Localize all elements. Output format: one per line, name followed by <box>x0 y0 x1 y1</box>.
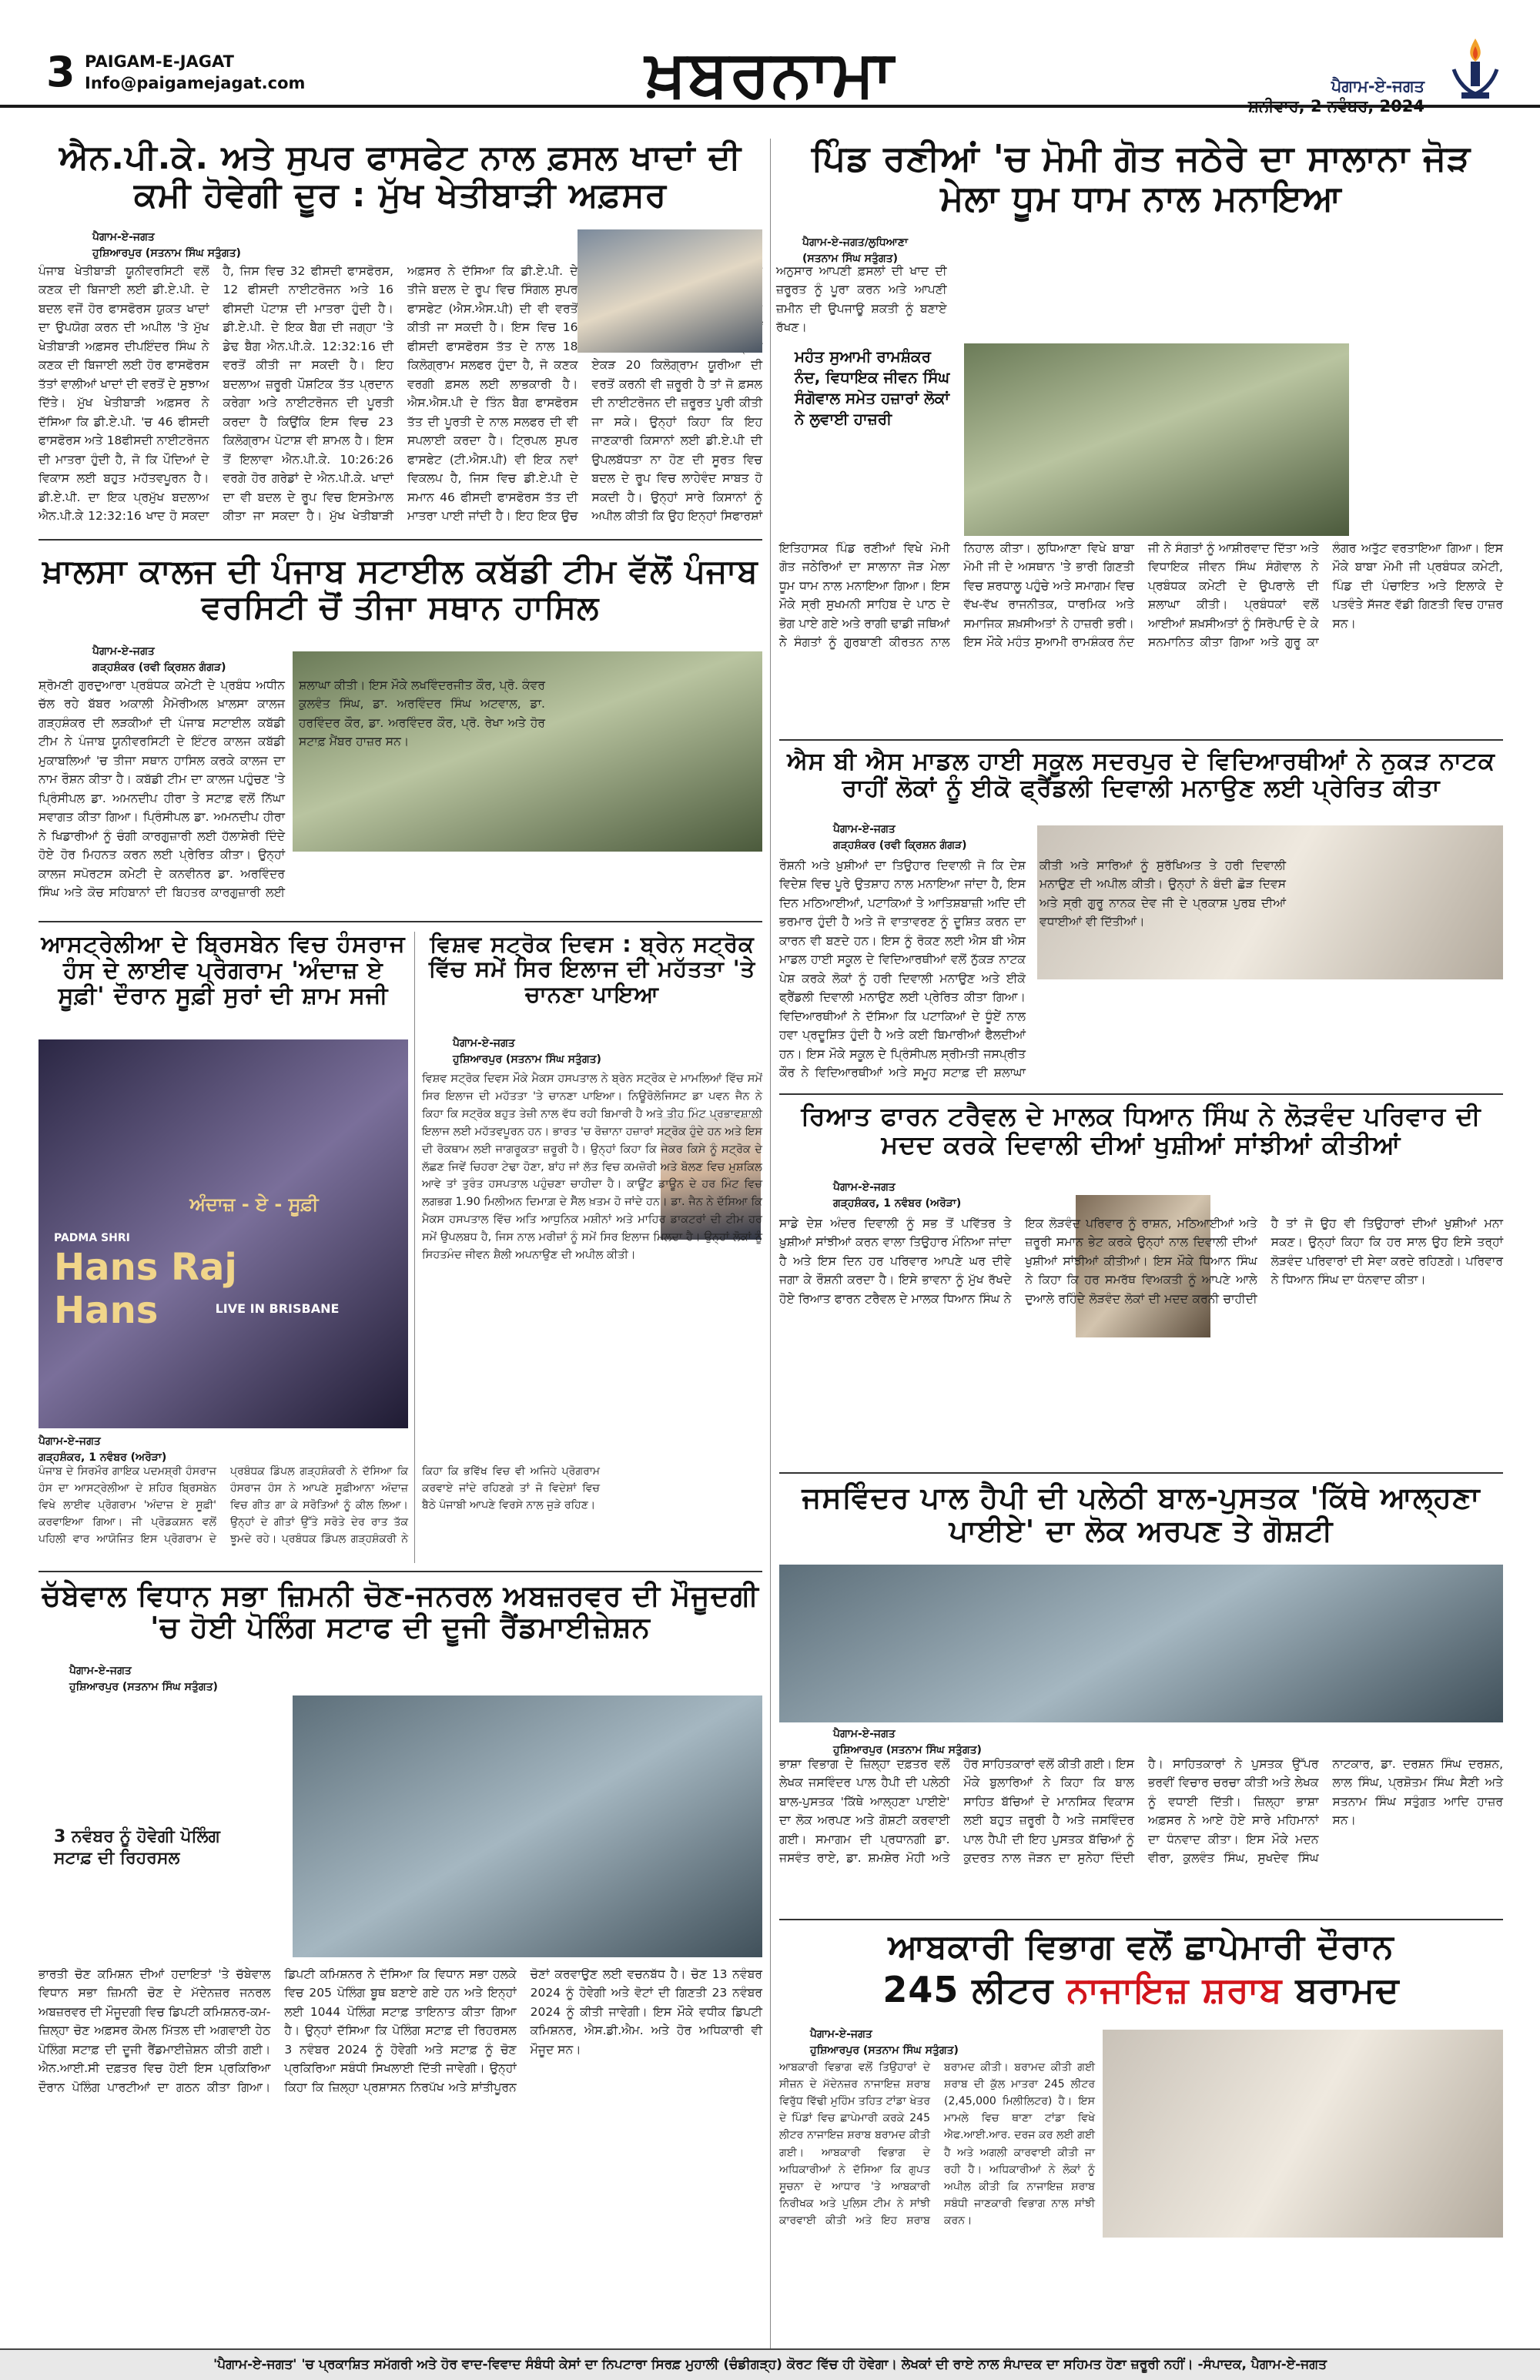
headline-line-1: ਆਬਕਾਰੀ ਵਿਭਾਗ ਵਲੋਂ ਛਾਪੇਮਾਰੀ ਦੌਰਾਨ <box>888 1927 1394 1967</box>
column-divider <box>414 932 415 1563</box>
poster-subtitle: ਅੰਦਾਜ਼ - ਏ - ਸੂਫ਼ੀ <box>189 1193 319 1215</box>
concert-poster <box>38 1039 408 1428</box>
headline-highlight: ਨਾਜਾਇਜ਼ ਸ਼ਰਾਬ <box>1066 1969 1283 2011</box>
byline: ਪੈਗਾਮ-ਏ-ਜਗਤ ਹੁਸ਼ਿਆਰਪੁਰ (ਸਤਨਾਮ ਸਿੰਘ ਸਤੁੰਗਤ) <box>92 231 241 259</box>
row-divider <box>779 1919 1503 1920</box>
story-excise <box>779 1928 1503 2342</box>
headline: ਰਿਆਤ ਫਾਰਨ ਟਰੈਵਲ ਦੇ ਮਾਲਕ ਧਿਆਨ ਸਿੰਘ ਨੇ ਲੋੜਵੰਦ ਪਰਿਵਾਰ ਦੀ ਮਦਦ ਕਰਕੇ ਦਿਵਾਲੀ ਦੀਆਂ ਖੁਸ਼ੀਆਂ ਸਾਂਝੀਆਂ ਕੀਤੀਆਂ <box>801 1101 1481 1160</box>
poster-small: PADMA SHRI <box>54 1232 130 1244</box>
article-body: ਸਾਡੇ ਦੇਸ਼ ਅੰਦਰ ਦਿਵਾਲੀ ਨੂੰ ਸਭ ਤੋਂ ਪਵਿੱਤਰ ਤੇ ਖ਼ੁਸ਼ੀਆਂ ਸਾਂਝੀਆਂ ਕਰਨ ਵਾਲਾ ਤਿਉਹਾਰ ਮੰਨਿਆ ਜਾਂਦਾ ਹੈ ਅਤੇ ਇਸ ਦਿਨ ਹਰ ਪਰਿਵਾਰ ਆਪਣੇ ਘਰ ਦੀਵੇ ਜਗਾ ਕੇ ਰੌਸ਼ਨੀ ਕਰਦਾ ਹੈ। ਇਸੇ ਭਾਵਨਾ ਨੂੰ ਮੁੱਖ ਰੱਖਦੇ ਹੋਏ ਰਿਆਤ ਫਾਰਨ ਟਰੈਵਲ ਦੇ ਮਾਲਕ ਧਿਆਨ ਸਿੰਘ ਨੇ ਇਕ ਲੋੜਵੰਦ ਪਰਿਵਾਰ ਨੂੰ ਰਾਸ਼ਨ, ਮਠਿਆਈਆਂ ਅਤੇ ਜ਼ਰੂਰੀ ਸਮਾਨ ਭੇਟ ਕਰਕੇ ਉਨ੍ਹਾਂ ਨਾਲ ਦਿਵਾਲੀ ਦੀਆਂ ਖੁਸ਼ੀਆਂ ਸਾਂਝੀਆਂ ਕੀਤੀਆਂ। ਇਸ ਮੌਕੇ ਧਿਆਨ ਸਿੰਘ ਨੇ ਕਿਹਾ ਕਿ ਹਰ ਸਮਰੱਥ ਵਿਅਕਤੀ ਨੂੰ ਆਪਣੇ ਆਲੇ ਦੁਆਲੇ ਰਹਿੰਦੇ ਲੋੜਵੰਦ ਲੋਕਾਂ ਦੀ ਮਦਦ ਕਰਨੀ ਚਾਹੀਦੀ ਹੈ ਤਾਂ ਜੋ ਉਹ ਵੀ ਤਿਉਹਾਰਾਂ ਦੀਆਂ ਖੁਸ਼ੀਆਂ ਮਨਾ ਸਕਣ। ਉਨ੍ਹਾਂ ਕਿਹਾ ਕਿ ਹਰ ਸਾਲ ਉਹ ਇਸੇ ਤਰ੍ਹਾਂ ਲੋੜਵੰਦ ਪਰਿਵਾਰਾਂ ਦੀ ਸੇਵਾ ਕਰਦੇ ਰਹਿਣਗੇ। ਪਰਿਵਾਰ ਨੇ ਧਿਆਨ ਸਿੰਘ ਦਾ ਧੰਨਵਾਦ ਕੀਤਾ। <box>779 1217 1503 1306</box>
byline: ਪੈਗਾਮ-ਏ-ਜਗਤ ਗੜ੍ਹਸ਼ੰਕਰ (ਰਵੀ ਕ੍ਰਿਸ਼ਨ ਗੰਗੜ) <box>92 645 226 674</box>
headline-tail: ਬਰਾਮਦ <box>1295 1969 1400 2011</box>
headline-line-2 <box>779 1970 1503 2010</box>
headline: ਚੱਬੇਵਾਲ ਵਿਧਾਨ ਸਭਾ ਜ਼ਿਮਨੀ ਚੋਣ-ਜਨਰਲ ਅਬਜ਼ਰਵਰ ਦੀ ਮੌਜੂਦਗੀ 'ਚ ਹੋਈ ਪੋਲਿੰਗ ਸਟਾਫ ਦੀ ਦੂਜੀ ਰੈਂਡਮਾਈਜ਼ੇਸ਼ਨ <box>42 1579 759 1645</box>
poster-title: Hans Raj Hans <box>54 1246 237 1332</box>
headline: ਐਸ ਬੀ ਐਸ ਮਾਡਲ ਹਾਈ ਸਕੂਲ ਸਦਰਪੁਰ ਦੇ ਵਿਦਿਆਰਥੀਆਂ ਨੇ ਨੁਕੜ ਨਾਟਕ ਰਾਹੀਂ ਲੋਕਾਂ ਨੂੰ ਈਕੋ ਫ੍ਰੈਂਡਲੀ ਦਿਵਾਲੀ ਮਨਾਉਣ ਲਈ ਪ੍ਰੇਰਿਤ ਕੀਤਾ <box>787 748 1495 802</box>
randomization-meeting-photo <box>293 1695 762 1957</box>
row-divider <box>38 539 762 541</box>
article-body: ਪੰਜਾਬ ਦੇ ਸਿਰਮੌਰ ਗਾਇਕ ਪਦਮਸ਼੍ਰੀ ਹੰਸਰਾਜ ਹੰਸ ਦਾ ਆਸਟ੍ਰੇਲੀਆ ਦੇ ਸ਼ਹਿਰ ਬ੍ਰਿਸਬੇਨ ਵਿਖੇ ਲਾਈਵ ਪ੍ਰੋਗਰਾਮ 'ਅੰਦਾਜ਼ ਏ ਸੂਫ਼ੀ' ਕਰਵਾਇਆ ਗਿਆ। ਜੀ ਪ੍ਰੋਡਕਸ਼ਨ ਵਲੋਂ ਪਹਿਲੀ ਵਾਰ ਆਯੋਜਿਤ ਇਸ ਪ੍ਰੋਗਰਾਮ ਦੇ ਪ੍ਰਬੰਧਕ ਡਿੰਪਲ ਗੜ੍ਹਸ਼ੰਕਰੀ ਨੇ ਦੱਸਿਆ ਕਿ ਹੰਸਰਾਜ ਹੰਸ ਨੇ ਆਪਣੇ ਸੂਫ਼ੀਆਨਾ ਅੰਦਾਜ਼ ਵਿਚ ਗੀਤ ਗਾ ਕੇ ਸਰੋਤਿਆਂ ਨੂੰ ਕੀਲ ਲਿਆ। ਉਨ੍ਹਾਂ ਦੇ ਗੀਤਾਂ ਉੱਤੇ ਸਰੋਤੇ ਦੇਰ ਰਾਤ ਤੱਕ ਝੂਮਦੇ ਰਹੇ। ਪ੍ਰਬੰਧਕ ਡਿੰਪਲ ਗੜ੍ਹਸ਼ੰਕਰੀ ਨੇ ਕਿਹਾ ਕਿ ਭਵਿੱਖ ਵਿਚ ਵੀ ਅਜਿਹੇ ਪ੍ਰੋਗਰਾਮ ਕਰਵਾਏ ਜਾਂਦੇ ਰਹਿਣਗੇ ਤਾਂ ਜੋ ਵਿਦੇਸ਼ਾਂ ਵਿਚ ਬੈਠੇ ਪੰਜਾਬੀ ਆਪਣੇ ਵਿਰਸੇ ਨਾਲ ਜੁੜੇ ਰਹਿਣ। <box>38 1465 600 1546</box>
byline: ਪੈਗਾਮ-ਏ-ਜਗਤ ਹੁਸ਼ਿਆਰਪੁਰ (ਸਤਨਾਮ ਸਿੰਘ ਸਤੁੰਗਤ) <box>69 1665 218 1693</box>
torch-logo-icon <box>1448 35 1503 100</box>
byline: ਪੈਗਾਮ-ਏ-ਜਗਤ ਗੜ੍ਹਸ਼ੰਕਰ, 1 ਨਵੰਬਰ (ਅਰੋੜਾ) <box>38 1435 167 1464</box>
publication-name: PAIGAM-E-JAGAT <box>85 52 234 71</box>
row-divider <box>779 739 1503 741</box>
article-body: ਸ਼੍ਰੋਮਣੀ ਗੁਰਦੁਆਰਾ ਪ੍ਰਬੰਧਕ ਕਮੇਟੀ ਦੇ ਪ੍ਰਬੰਧ ਅਧੀਨ ਚੱਲ ਰਹੇ ਬੱਬਰ ਅਕਾਲੀ ਮੈਮੋਰੀਅਲ ਖ਼ਾਲਸਾ ਕਾਲਜ ਗੜ੍ਹਸ਼ੰਕਰ ਦੀ ਲੜਕੀਆਂ ਦੀ ਪੰਜਾਬ ਸਟਾਈਲ ਕਬੱਡੀ ਟੀਮ ਨੇ ਪੰਜਾਬ ਯੂਨੀਵਰਸਿਟੀ ਦੇ ਇੰਟਰ ਕਾਲਜ ਕਬੱਡੀ ਮੁਕਾਬਲਿਆਂ 'ਚ ਤੀਜਾ ਸਥਾਨ ਹਾਸਿਲ ਕਰਕੇ ਕਾਲਜ ਦਾ ਨਾਮ ਰੌਸ਼ਨ ਕੀਤਾ ਹੈ। ਕਬੱਡੀ ਟੀਮ ਦਾ ਕਾਲਜ ਪਹੁੰਚਣ 'ਤੇ ਪ੍ਰਿੰਸੀਪਲ ਡਾ. ਅਮਨਦੀਪ ਹੀਰਾ ਤੇ ਸਟਾਫ਼ ਵਲੋਂ ਨਿੱਘਾ ਸਵਾਗਤ ਕੀਤਾ ਗਿਆ। ਪ੍ਰਿੰਸੀਪਲ ਡਾ. ਅਮਨਦੀਪ ਹੀਰਾ ਨੇ ਖਿਡਾਰੀਆਂ ਨੂੰ ਚੰਗੀ ਕਾਰਗੁਜ਼ਾਰੀ ਲਈ ਹੱਲਾਸ਼ੇਰੀ ਦਿੰਦੇ ਹੋਏ ਹੋਰ ਮਿਹਨਤ ਕਰਨ ਲਈ ਪ੍ਰੇਰਿਤ ਕੀਤਾ। ਉਨ੍ਹਾਂ ਕਾਲਜ ਸਪੋਰਟਸ ਕਮੇਟੀ ਦੇ ਕਨਵੀਨਰ ਡਾ. ਅਰਵਿੰਦਰ ਸਿੰਘ ਅਤੇ ਕੋਚ ਸਹਿਬਾਨਾਂ ਦੀ ਬਿਹਤਰ ਕਾਰਗੁਜ਼ਾਰੀ ਲਈ <box>38 678 285 900</box>
story-travel <box>779 1103 1503 1464</box>
byline: ਪੈਗਾਮ-ਏ-ਜਗਤ ਗੜ੍ਹਸ਼ੰਕਰ, 1 ਨਵੰਬਰ (ਅਰੋੜਾ) <box>833 1181 962 1210</box>
byline: ਪੈਗਾਮ-ਏ-ਜਗਤ ਗੜ੍ਹਸ਼ੰਕਰ (ਰਵੀ ਕ੍ਰਿਸ਼ਨ ਗੰਗੜ) <box>833 823 967 852</box>
page-number: 3 <box>46 48 75 96</box>
column-divider <box>770 139 771 2372</box>
headline: ਵਿਸ਼ਵ ਸਟ੍ਰੋਕ ਦਿਵਸ : ਬ੍ਰੇਨ ਸਟ੍ਰੋਕ ਵਿੱਚ ਸਮੇਂ ਸਿਰ ਇਲਾਜ ਦੀ ਮਹੱਤਤਾ 'ਤੇ ਚਾਨਣਾ ਪਾਇਆ <box>428 931 756 1007</box>
row-divider <box>779 1093 1503 1095</box>
issue-date: ਸ਼ਨੀਵਾਰ, 2 ਨਵੰਬਰ, 2024 <box>1248 97 1424 115</box>
story-stroke <box>422 932 762 1563</box>
row-divider <box>779 1472 1503 1474</box>
logo-name: ਪੈਗਾਮ-ਏ-ਜਗਤ <box>1331 77 1424 95</box>
row-divider <box>38 921 762 922</box>
headline: ਆਸਟ੍ਰੇਲੀਆ ਦੇ ਬ੍ਰਿਸਬੇਨ ਵਿਚ ਹੰਸਰਾਜ ਹੰਸ ਦੇ ਲਾਈਵ ਪ੍ਰੋਗਰਾਮ 'ਅੰਦਾਜ਼ ਏ ਸੂਫ਼ੀ' ਦੌਰਾਨ ਸੂਫ਼ੀ ਸੁਰਾਂ ਦੀ ਸ਼ਾਮ ਸਜੀ <box>41 931 406 1010</box>
mela-photo-group <box>964 343 1349 536</box>
byline: ਪੈਗਾਮ-ਏ-ਜਗਤ/ਲੁਧਿਆਣਾ (ਸਤਨਾਮ ਸਿੰਘ ਸਤੁੰਗਤ) <box>802 236 909 265</box>
article-body: ਭਾਸ਼ਾ ਵਿਭਾਗ ਦੇ ਜ਼ਿਲ੍ਹਾ ਦਫ਼ਤਰ ਵਲੋਂ ਲੇਖਕ ਜਸਵਿੰਦਰ ਪਾਲ ਹੈਪੀ ਦੀ ਪਲੇਠੀ ਬਾਲ-ਪੁਸਤਕ 'ਕਿੱਥੇ ਆਲ੍ਹਣਾ ਪਾਈਏ' ਦਾ ਲੋਕ ਅਰਪਣ ਅਤੇ ਗੋਸ਼ਟੀ ਕਰਵਾਈ ਗਈ। ਸਮਾਗਮ ਦੀ ਪ੍ਰਧਾਨਗੀ ਡਾ. ਜਸਵੰਤ ਰਾਏ, ਡਾ. ਸ਼ਮਸ਼ੇਰ ਮੋਹੀ ਅਤੇ ਹੋਰ ਸਾਹਿਤਕਾਰਾਂ ਵਲੋਂ ਕੀਤੀ ਗਈ। ਇਸ ਮੌਕੇ ਬੁਲਾਰਿਆਂ ਨੇ ਕਿਹਾ ਕਿ ਬਾਲ ਸਾਹਿਤ ਬੱਚਿਆਂ ਦੇ ਮਾਨਸਿਕ ਵਿਕਾਸ ਲਈ ਬਹੁਤ ਜ਼ਰੂਰੀ ਹੈ ਅਤੇ ਜਸਵਿੰਦਰ ਪਾਲ ਹੈਪੀ ਦੀ ਇਹ ਪੁਸਤਕ ਬੱਚਿਆਂ ਨੂੰ ਕੁਦਰਤ ਨਾਲ ਜੋੜਨ ਦਾ ਸੁਨੇਹਾ ਦਿੰਦੀ ਹੈ। ਸਾਹਿਤਕਾਰਾਂ ਨੇ ਪੁਸਤਕ ਉੱਪਰ ਭਰਵੀਂ ਵਿਚਾਰ ਚਰਚਾ ਕੀਤੀ ਅਤੇ ਲੇਖਕ ਨੂੰ ਵਧਾਈ ਦਿੱਤੀ। ਜ਼ਿਲ੍ਹਾ ਭਾਸ਼ਾ ਅਫ਼ਸਰ ਨੇ ਆਏ ਹੋਏ ਸਾਰੇ ਮਹਿਮਾਨਾਂ ਦਾ ਧੰਨਵਾਦ ਕੀਤਾ। ਇਸ ਮੌਕੇ ਮਦਨ ਵੀਰਾ, ਕੁਲਵੰਤ ਸਿੰਘ, ਸੁਖਦੇਵ ਸਿੰਘ ਨਾਟਕਾਰ, ਡਾ. ਦਰਸ਼ਨ ਸਿੰਘ ਦਰਸ਼ਨ, ਲਾਲ ਸਿੰਘ, ਪ੍ਰਸ਼ੋਤਮ ਸਿੰਘ ਸੈਣੀ ਅਤੇ ਸਤਨਾਮ ਸਿੰਘ ਸਤੁੰਗਤ ਆਦਿ ਹਾਜ਼ਰ ਸਨ। <box>779 1757 1503 1866</box>
story-election <box>38 1580 762 2342</box>
poster-live: LIVE IN BRISBANE <box>215 1301 340 1316</box>
masthead <box>0 0 1540 115</box>
byline: ਪੈਗਾਮ-ਏ-ਜਗਤ ਹੁਸ਼ਿਆਰਪੁਰ (ਸਤਨਾਮ ਸਿੰਘ ਸਤੁੰਗਤ) <box>453 1037 601 1066</box>
article-body: ਇਤਿਹਾਸਕ ਪਿੰਡ ਰਣੀਆਂ ਵਿਖੇ ਮੋਮੀ ਗੋਤ ਜਠੇਰਿਆਂ ਦਾ ਸਾਲਾਨਾ ਜੋੜ ਮੇਲਾ ਧੂਮ ਧਾਮ ਨਾਲ ਮਨਾਇਆ ਗਿਆ। ਇਸ ਮੌਕੇ ਸ੍ਰੀ ਸੁਖਮਨੀ ਸਾਹਿਬ ਦੇ ਪਾਠ ਦੇ ਭੋਗ ਪਾਏ ਗਏ ਅਤੇ ਰਾਗੀ ਢਾਡੀ ਜਥਿਆਂ ਨੇ ਸੰਗਤਾਂ ਨੂੰ ਗੁਰਬਾਣੀ ਕੀਰਤਨ ਨਾਲ ਨਿਹਾਲ ਕੀਤਾ। ਲੁਧਿਆਣਾ ਵਿਖੇ ਬਾਬਾ ਮੋਮੀ ਜੀ ਦੇ ਅਸਥਾਨ 'ਤੇ ਭਾਰੀ ਗਿਣਤੀ ਵਿਚ ਸ਼ਰਧਾਲੂ ਪਹੁੰਚੇ ਅਤੇ ਸਮਾਗਮ ਵਿਚ ਵੱਖ-ਵੱਖ ਰਾਜਨੀਤਕ, ਧਾਰਮਿਕ ਅਤੇ ਸਮਾਜਿਕ ਸ਼ਖ਼ਸੀਅਤਾਂ ਨੇ ਹਾਜ਼ਰੀ ਭਰੀ। ਇਸ ਮੌਕੇ ਮਹੰਤ ਸੁਆਮੀ ਰਾਮਸ਼ੰਕਰ ਨੰਦ ਜੀ ਨੇ ਸੰਗਤਾਂ ਨੂੰ ਆਸ਼ੀਰਵਾਦ ਦਿੱਤਾ ਅਤੇ ਵਿਧਾਇਕ ਜੀਵਨ ਸਿੰਘ ਸੰਗੋਵਾਲ ਨੇ ਪ੍ਰਬੰਧਕ ਕਮੇਟੀ ਦੇ ਉਪਰਾਲੇ ਦੀ ਸ਼ਲਾਘਾ ਕੀਤੀ। ਪ੍ਰਬੰਧਕਾਂ ਵਲੋਂ ਆਈਆਂ ਸ਼ਖ਼ਸੀਅਤਾਂ ਨੂੰ ਸਿਰੋਪਾਓ ਦੇ ਕੇ ਸਨਮਾਨਿਤ ਕੀਤਾ ਗਿਆ ਅਤੇ ਗੁਰੂ ਕਾ ਲੰਗਰ ਅਤੁੱਟ ਵਰਤਾਇਆ ਗਿਆ। ਇਸ ਮੌਕੇ ਬਾਬਾ ਮੋਮੀ ਜੀ ਪ੍ਰਬੰਧਕ ਕਮੇਟੀ, ਪਿੰਡ ਦੀ ਪੰਚਾਇਤ ਅਤੇ ਇਲਾਕੇ ਦੇ ਪਤਵੰਤੇ ਸੱਜਣ ਵੱਡੀ ਗਿਣਤੀ ਵਿਚ ਹਾਜ਼ਰ ਸਨ। <box>779 541 1503 650</box>
pull-quote: ਮਹੰਤ ਸੁਆਮੀ ਰਾਮਸ਼ੰਕਰ ਨੰਦ, ਵਿਧਾਇਕ ਜੀਵਨ ਸਿੰਘ ਸੰਗੋਵਾਲ ਸਮੇਤ ਹਜ਼ਾਰਾਂ ਲੋਕਾਂ ਨੇ ਲੁਵਾਈ ਹਾਜ਼ਰੀ <box>795 347 950 428</box>
byline: ਪੈਗਾਮ-ਏ-ਜਗਤ ਹੁਸ਼ਿਆਰਪੁਰ (ਸਤਨਾਮ ਸਿੰਘ ਸਤੁੰਗਤ) <box>810 2028 959 2057</box>
headline: ਐਨ.ਪੀ.ਕੇ. ਅਤੇ ਸੁਪਰ ਫਾਸਫੇਟ ਨਾਲ ਫ਼ਸਲ ਖਾਦਾਂ ਦੀ ਕਮੀ ਹੋਵੇਗੀ ਦੂਰ : ਮੁੱਖ ਖੇਤੀਬਾੜੀ ਅਫ਼ਸਰ <box>59 138 742 216</box>
seized-liquor-photo <box>1103 2030 1503 2238</box>
section-title: ਖ਼ਬਰਨਾਮਾ <box>645 35 895 111</box>
publication-email[interactable]: Info@paigamejagat.com <box>85 74 306 92</box>
story-sbs <box>779 748 1503 1087</box>
story-book <box>779 1481 1503 1913</box>
headline: ਖ਼ਾਲਸਾ ਕਾਲਜ ਦੀ ਪੰਜਾਬ ਸਟਾਈਲ ਕਬੱਡੀ ਟੀਮ ਵੱਲੋਂ ਪੰਜਾਬ ਵਰਸਿਟੀ ਚੋਂ ਤੀਜਾ ਸਥਾਨ ਹਾਸਿਲ <box>42 552 758 627</box>
article-body: ਭਾਰਤੀ ਚੋਣ ਕਮਿਸ਼ਨ ਦੀਆਂ ਹਦਾਇਤਾਂ 'ਤੇ ਚੱਬੇਵਾਲ ਵਿਧਾਨ ਸਭਾ ਜ਼ਿਮਨੀ ਚੋਣ ਦੇ ਮੱਦੇਨਜ਼ਰ ਜਨਰਲ ਅਬਜ਼ਰਵਰ ਦੀ ਮੌਜੂਦਗੀ ਵਿਚ ਡਿਪਟੀ ਕਮਿਸ਼ਨਰ-ਕਮ-ਜ਼ਿਲ੍ਹਾ ਚੋਣ ਅਫ਼ਸਰ ਕੋਮਲ ਮਿੱਤਲ ਦੀ ਅਗਵਾਈ ਹੇਠ ਪੋਲਿੰਗ ਸਟਾਫ਼ ਦੀ ਦੂਜੀ ਰੈਂਡਮਾਈਜ਼ੇਸ਼ਨ ਕੀਤੀ ਗਈ। ਐਨ.ਆਈ.ਸੀ ਦਫ਼ਤਰ ਵਿਚ ਹੋਈ ਇਸ ਪ੍ਰਕਿਰਿਆ ਦੌਰਾਨ ਪੋਲਿੰਗ ਪਾਰਟੀਆਂ ਦਾ ਗਠਨ ਕੀਤਾ ਗਿਆ। ਡਿਪਟੀ ਕਮਿਸ਼ਨਰ ਨੇ ਦੱਸਿਆ ਕਿ ਵਿਧਾਨ ਸਭਾ ਹਲਕੇ ਵਿਚ 205 ਪੋਲਿੰਗ ਬੂਥ ਬਣਾਏ ਗਏ ਹਨ ਅਤੇ ਇਨ੍ਹਾਂ ਲਈ 1044 ਪੋਲਿੰਗ ਸਟਾਫ਼ ਤਾਇਨਾਤ ਕੀਤਾ ਗਿਆ ਹੈ। ਉਨ੍ਹਾਂ ਦੱਸਿਆ ਕਿ ਪੋਲਿੰਗ ਸਟਾਫ਼ ਦੀ ਰਿਹਰਸਲ 3 ਨਵੰਬਰ 2024 ਨੂੰ ਹੋਵੇਗੀ ਅਤੇ ਸਟਾਫ਼ ਨੂੰ ਚੋਣ ਪ੍ਰਕਿਰਿਆ ਸਬੰਧੀ ਸਿਖਲਾਈ ਦਿੱਤੀ ਜਾਵੇਗੀ। ਉਨ੍ਹਾਂ ਕਿਹਾ ਕਿ ਜ਼ਿਲ੍ਹਾ ਪ੍ਰਸ਼ਾਸਨ ਨਿਰਪੱਖ ਅਤੇ ਸ਼ਾਂਤੀਪੂਰਨ ਚੋਣਾਂ ਕਰਵਾਉਣ ਲਈ ਵਚਨਬੱਧ ਹੈ। ਚੋਣ 13 ਨਵੰਬਰ 2024 ਨੂੰ ਹੋਵੇਗੀ ਅਤੇ ਵੋਟਾਂ ਦੀ ਗਿਣਤੀ 23 ਨਵੰਬਰ 2024 ਨੂੰ ਕੀਤੀ ਜਾਵੇਗੀ। ਇਸ ਮੌਕੇ ਵਧੀਕ ਡਿਪਟੀ ਕਮਿਸ਼ਨਰ, ਐਸ.ਡੀ.ਐਮ. ਅਤੇ ਹੋਰ ਅਧਿਕਾਰੀ ਵੀ ਮੌਜੂਦ ਸਨ। <box>38 1967 762 2094</box>
book-launch-photo <box>779 1565 1503 1722</box>
row-divider <box>38 1571 762 1572</box>
story-mela <box>779 139 1503 731</box>
headline-quantity: 245 ਲੀਟਰ <box>882 1969 1054 2011</box>
article-body: ਵਿਸ਼ਵ ਸਟ੍ਰੋਕ ਦਿਵਸ ਮੌਕੇ ਮੈਕਸ ਹਸਪਤਾਲ ਨੇ ਬ੍ਰੇਨ ਸਟ੍ਰੋਕ ਦੇ ਮਾਮਲਿਆਂ ਵਿੱਚ ਸਮੇਂ ਸਿਰ ਇਲਾਜ ਦੀ ਮਹੱਤਤਾ 'ਤੇ ਚਾਨਣਾ ਪਾਇਆ। ਨਿਊਰੋਲੋਜਿਸਟ ਡਾ ਪਵਨ ਜੈਨ ਨੇ ਕਿਹਾ ਕਿ ਸਟ੍ਰੋਕ ਬਹੁਤ ਤੇਜ਼ੀ ਨਾਲ ਵੱਧ ਰਹੀ ਬਿਮਾਰੀ ਹੈ ਅਤੇ ਤੀਹ ਮਿੰਟ ਪ੍ਰਭਾਵਸ਼ਾਲੀ ਇਲਾਜ ਲਈ ਮਹੱਤਵਪੂਰਨ ਹਨ। ਭਾਰਤ 'ਚ ਰੋਜ਼ਾਨਾ ਹਜ਼ਾਰਾਂ ਸਟ੍ਰੋਕ ਹੁੰਦੇ ਹਨ ਅਤੇ ਇਸ ਦੀ ਰੋਕਥਾਮ ਲਈ ਜਾਗਰੂਕਤਾ ਜ਼ਰੂਰੀ ਹੈ। ਉਨ੍ਹਾਂ ਕਿਹਾ ਕਿ ਜੇਕਰ ਕਿਸੇ ਨੂੰ ਸਟ੍ਰੋਕ ਦੇ ਲੱਛਣ ਜਿਵੇਂ ਚਿਹਰਾ ਟੇਢਾ ਹੋਣਾ, ਬਾਂਹ ਜਾਂ ਲੱਤ ਵਿਚ ਕਮਜ਼ੋਰੀ ਅਤੇ ਬੋਲਣ ਵਿਚ ਮੁਸ਼ਕਿਲ ਆਵੇ ਤਾਂ ਤੁਰੰਤ ਹਸਪਤਾਲ ਪਹੁੰਚਣਾ ਚਾਹੀਦਾ ਹੈ। ਕਾਊਂਟ ਡਾਊਨ ਦੇ ਹਰ ਮਿੰਟ ਵਿਚ ਲਗਭਗ 1.90 ਮਿਲੀਅਨ ਦਿਮਾਗ਼ ਦੇ ਸੈੱਲ ਖ਼ਤਮ ਹੋ ਜਾਂਦੇ ਹਨ। ਡਾ. ਜੈਨ ਨੇ ਦੱਸਿਆ ਕਿ ਮੈਕਸ ਹਸਪਤਾਲ ਵਿੱਚ ਅਤਿ ਆਧੁਨਿਕ ਮਸ਼ੀਨਾਂ ਅਤੇ ਮਾਹਿਰ ਡਾਕਟਰਾਂ ਦੀ ਟੀਮ ਹਰ ਸਮੇਂ ਉਪਲਬਧ ਹੈ, ਜਿਸ ਨਾਲ ਮਰੀਜ਼ਾਂ ਨੂੰ ਸਮੇਂ ਸਿਰ ਇਲਾਜ ਮਿਲਦਾ ਹੈ। ਉਨ੍ਹਾਂ ਲੋਕਾਂ ਨੂੰ ਸਿਹਤਮੰਦ ਜੀਵਨ ਸ਼ੈਲੀ ਅਪਨਾਉਣ ਦੀ ਅਪੀਲ ਕੀਤੀ। <box>422 1073 762 1262</box>
official-portrait-photo <box>578 229 762 353</box>
byline: ਪੈਗਾਮ-ਏ-ਜਗਤ ਹੁਸ਼ਿਆਰਪੁਰ (ਸਤਨਾਮ ਸਿੰਘ ਸਤੁੰਗਤ) <box>833 1728 982 1756</box>
article-body: ਪੰਜਾਬ ਖੇਤੀਬਾੜੀ ਯੂਨੀਵਰਸਿਟੀ ਵਲੋਂ ਕਣਕ ਦੀ ਬਿਜਾਈ ਲਈ ਡੀ.ਏ.ਪੀ. ਦੇ ਬਦਲ ਵਜੋਂ ਹੋਰ ਫਾਸਫੋਰਸ ਯੁਕਤ ਖਾਦਾਂ ਦਾ ਉਪਯੋਗ ਕਰਨ ਦੀ ਅਪੀਲ 'ਤੇ ਮੁੱਖ ਖੇਤੀਬਾੜੀ ਅਫ਼ਸਰ ਦੀਪਇੰਦਰ ਸਿੰਘ ਨੇ ਕਣਕ ਦੀ ਬਿਜਾਈ ਲਈ ਹੋਰ ਫਾਸਫੋਰਸ ਤੱਤਾਂ ਵਾਲੀਆਂ ਖਾਦਾਂ ਦੀ ਵਰਤੋਂ ਦੇ ਸੁਝਾਅ ਦਿੱਤੇ। ਮੁੱਖ ਖੇਤੀਬਾੜੀ ਅਫ਼ਸਰ ਨੇ ਦੱਸਿਆ ਕਿ ਡੀ.ਏ.ਪੀ. 'ਚ 46 ਫੀਸਦੀ ਫਾਸਫੋਰਸ ਅਤੇ 18ਫੀਸਦੀ ਨਾਈਟਰੋਜਨ ਦੀ ਮਾਤਰਾ ਹੁੰਦੀ ਹੈ, ਜੋ ਕਿ ਪੌਦਿਆਂ ਦੇ ਵਿਕਾਸ ਲਈ ਬਹੁਤ ਮਹੱਤਵਪੂਰਨ ਹੈ। ਡੀ.ਏ.ਪੀ. ਦਾ ਇਕ ਪ੍ਰਮੁੱਖ ਬਦਲਾਅ ਐਨ.ਪੀ.ਕੇ 12:32:16 ਖਾਦ ਹੋ ਸਕਦਾ ਹੈ, ਜਿਸ ਵਿਚ 32 ਫੀਸਦੀ ਫਾਸਫੋਰਸ, 12 ਫੀਸਦੀ ਨਾਈਟਰੋਜਨ ਅਤੇ 16 ਫੀਸਦੀ ਪੋਟਾਸ਼ ਦੀ ਮਾਤਰਾ ਹੁੰਦੀ ਹੈ। ਡੀ.ਏ.ਪੀ. ਦੇ ਇਕ ਬੈਗ ਦੀ ਜਗ੍ਹਾ 'ਤੇ ਡੇਢ ਬੈਗ ਐਨ.ਪੀ.ਕੇ. 12:32:16 ਦੀ ਵਰਤੋਂ ਕੀਤੀ ਜਾ ਸਕਦੀ ਹੈ। ਇਹ ਬਦਲਾਅ ਜ਼ਰੂਰੀ ਪੌਸ਼ਟਿਕ ਤੱਤ ਪ੍ਰਦਾਨ ਕਰੇਗਾ ਅਤੇ ਨਾਈਟਰੋਜਨ ਦੀ ਪੂਰਤੀ ਕਰਦਾ ਹੈ ਕਿਉਂਕਿ ਇਸ ਵਿਚ 23 ਕਿਲੋਗ੍ਰਾਮ ਪੋਟਾਸ਼ ਵੀ ਸ਼ਾਮਲ ਹੈ। ਇਸ ਤੋਂ ਇਲਾਵਾ ਐਨ.ਪੀ.ਕੇ. 10:26:26 ਵਰਗੇ ਹੋਰ ਗਰੇਡਾਂ ਦੇ ਐਨ.ਪੀ.ਕੇ. ਖਾਦਾਂ ਦਾ ਵੀ ਬਦਲ ਦੇ ਰੂਪ ਵਿਚ ਇਸਤੇਮਾਲ ਕੀਤਾ ਜਾ ਸਕਦਾ ਹੈ। ਮੁੱਖ ਖੇਤੀਬਾੜੀ ਅਫ਼ਸਰ ਨੇ ਦੱਸਿਆ ਕਿ ਡੀ.ਏ.ਪੀ. ਦੇ ਤੀਜੇ ਬਦਲ ਦੇ ਰੂਪ ਵਿਚ ਸਿੰਗਲ ਸੁਪਰ ਫਾਸਫੇਟ (ਐਸ.ਐਸ.ਪੀ) ਦੀ ਵੀ ਵਰਤੋਂ ਕੀਤੀ ਜਾ ਸਕਦੀ ਹੈ। ਇਸ ਵਿਚ 16 ਫੀਸਦੀ ਫਾਸਫੋਰਸ ਤੱਤ ਦੇ ਨਾਲ 18 ਕਿਲੋਗ੍ਰਾਮ ਸਲਫਰ ਹੁੰਦਾ ਹੈ, ਜੋ ਕਣਕ ਵਰਗੀ ਫ਼ਸਲ ਲਈ ਲਾਭਕਾਰੀ ਹੈ। ਐਸ.ਐਸ.ਪੀ ਦੇ ਤਿੰਨ ਬੈਗ ਫਾਸਫੋਰਸ ਤੱਤ ਦੀ ਪੂਰਤੀ ਦੇ ਨਾਲ ਸਲਫਰ ਦੀ ਵੀ ਸਪਲਾਈ ਕਰਦਾ ਹੈ। ਟ੍ਰਿਪਲ ਸੁਪਰ ਫਾਸਫੇਟ (ਟੀ.ਐਸ.ਪੀ) ਵੀ ਇਕ ਨਵਾਂ ਵਿਕਲਪ ਹੈ, ਜਿਸ ਵਿਚ ਡੀ.ਏ.ਪੀ ਦੇ ਸਮਾਨ 46 ਫੀਸਦੀ ਫਾਸਫੋਰਸ ਤੱਤ ਦੀ ਮਾਤਰਾ ਪਾਈ ਜਾਂਦੀ ਹੈ। ਇਹ ਇਕ ਉਚ ਏਕੜ 20 ਕਿਲੋਗ੍ਰਾਮ ਯੂਰੀਆ ਦੀ ਵਰਤੋਂ ਕਰਨੀ ਵੀ ਜ਼ਰੂਰੀ ਹੈ ਤਾਂ ਜੋ ਫ਼ਸਲ ਦੀ ਨਾਈਟਰੋਜਨ ਦੀ ਜ਼ਰੂਰਤ ਪੂਰੀ ਕੀਤੀ ਜਾ ਸਕੇ। ਉਨ੍ਹਾਂ ਕਿਹਾ ਕਿ ਇਹ ਜਾਣਕਾਰੀ ਕਿਸਾਨਾਂ ਲਈ ਡੀ.ਏ.ਪੀ ਦੀ ਉਪਲਬੱਧਤਾ ਨਾ ਹੋਣ ਦੀ ਸੂਰਤ ਵਿਚ ਬਦਲ ਦੇ ਰੂਪ ਵਿਚ ਲਾਹੇਵੰਦ ਸਾਬਤ ਹੋ ਸਕਦੀ ਹੈ। ਉਨ੍ਹਾਂ ਸਾਰੇ ਕਿਸਾਨਾਂ ਨੂੰ ਅਪੀਲ ਕੀਤੀ ਕਿ ਉਹ ਇਨ੍ਹਾਂ ਸਿਫਾਰਸ਼ਾਂ ਅਨੁਸਾਰ ਆਪਣੀ ਫ਼ਸਲਾਂ ਦੀ ਖਾਦ ਦੀ ਜ਼ਰੂਰਤ ਨੂੰ ਪੂਰਾ ਕਰਨ ਅਤੇ ਆਪਣੀ ਜ਼ਮੀਨ ਦੀ ਉਪਜਾਊ ਸ਼ਕਤੀ ਨੂੰ ਬਣਾਏ ਰੱਖਣ। <box>38 264 947 524</box>
article-body: ਰੌਸ਼ਨੀ ਅਤੇ ਖ਼ੁਸ਼ੀਆਂ ਦਾ ਤਿਉਹਾਰ ਦਿਵਾਲੀ ਜੋ ਕਿ ਦੇਸ਼ ਵਿਦੇਸ਼ ਵਿਚ ਪੂਰੇ ਉਤਸ਼ਾਹ ਨਾਲ ਮਨਾਇਆ ਜਾਂਦਾ ਹੈ, ਇਸ ਦਿਨ ਮਠਿਆਈਆਂ, ਪਟਾਕਿਆਂ ਤੇ ਆਤਿਸ਼ਬਾਜ਼ੀ ਅਦਿ ਦੀ ਭਰਮਾਰ ਹੁੰਦੀ ਹੈ ਅਤੇ ਜੋ ਵਾਤਾਵਰਣ ਨੂੰ ਦੂਸ਼ਿਤ ਕਰਨ ਦਾ ਕਾਰਨ ਵੀ ਬਣਦੇ ਹਨ। ਇਸ ਨੂੰ ਰੋਕਣ ਲਈ ਐਸ ਬੀ ਐਸ ਮਾਡਲ ਹਾਈ ਸਕੂਲ ਦੇ ਵਿਦਿਆਰਥੀਆਂ ਵਲੋਂ ਨੁੱਕੜ ਨਾਟਕ ਪੇਸ਼ ਕਰਕੇ ਲੋਕਾਂ ਨੂੰ ਹਰੀ ਦਿਵਾਲੀ ਮਨਾਉਣ ਅਤੇ ਈਕੋ ਫ੍ਰੈਂਡਲੀ ਦਿਵਾਲੀ ਮਨਾਉਣ ਲਈ ਪ੍ਰੇਰਿਤ ਕੀਤਾ ਗਿਆ। ਵਿਦਿਆਰਥੀਆਂ ਨੇ ਦੱਸਿਆ ਕਿ ਪਟਾਕਿਆਂ ਦੇ ਧੂੰਏਂ ਨਾਲ ਹਵਾ ਪ੍ਰਦੂਸ਼ਿਤ ਹੁੰਦੀ ਹੈ ਅਤੇ ਕਈ ਬਿਮਾਰੀਆਂ ਫੈਲਦੀਆਂ ਹਨ। ਇਸ ਮੌਕੇ ਸਕੂਲ ਦੇ ਪ੍ਰਿੰਸੀਪਲ ਸ੍ਰੀਮਤੀ ਜਸਪ੍ਰੀਤ ਕੌਰ ਨੇ ਵਿਦਿਆਰਥੀਆਂ ਅਤੇ ਸਮੂਹ ਸਟਾਫ਼ ਦੀ ਸ਼ਲਾਘਾ <box>779 859 1026 1080</box>
article-body: ਆਬਕਾਰੀ ਵਿਭਾਗ ਵਲੋਂ ਤਿਉਹਾਰਾਂ ਦੇ ਸੀਜ਼ਨ ਦੇ ਮੱਦੇਨਜ਼ਰ ਨਾਜਾਇਜ਼ ਸ਼ਰਾਬ ਵਿਰੁੱਧ ਵਿੱਢੀ ਮੁਹਿੰਮ ਤਹਿਤ ਟਾਂਡਾ ਖੇਤਰ ਦੇ ਪਿੰਡਾਂ ਵਿਚ ਛਾਪੇਮਾਰੀ ਕਰਕੇ 245 ਲੀਟਰ ਨਾਜਾਇਜ਼ ਸ਼ਰਾਬ ਬਰਾਮਦ ਕੀਤੀ ਗਈ। ਆਬਕਾਰੀ ਵਿਭਾਗ ਦੇ ਅਧਿਕਾਰੀਆਂ ਨੇ ਦੱਸਿਆ ਕਿ ਗੁਪਤ ਸੂਚਨਾ ਦੇ ਆਧਾਰ 'ਤੇ ਆਬਕਾਰੀ ਨਿਰੀਖਕ ਅਤੇ ਪੁਲਿਸ ਟੀਮ ਨੇ ਸਾਂਝੀ ਕਾਰਵਾਈ ਕੀਤੀ ਅਤੇ ਇਹ ਸ਼ਰਾਬ ਬਰਾਮਦ ਕੀਤੀ। ਬਰਾਮਦ ਕੀਤੀ ਗਈ ਸ਼ਰਾਬ ਦੀ ਕੁੱਲ ਮਾਤਰਾ 245 ਲੀਟਰ (2,45,000 ਮਿਲੀਲਿਟਰ) ਹੈ। ਇਸ ਮਾਮਲੇ ਵਿਚ ਥਾਣਾ ਟਾਂਡਾ ਵਿਖੇ ਐਫ.ਆਈ.ਆਰ. ਦਰਜ ਕਰ ਲਈ ਗਈ ਹੈ ਅਤੇ ਅਗਲੀ ਕਾਰਵਾਈ ਕੀਤੀ ਜਾ ਰਹੀ ਹੈ। ਅਧਿਕਾਰੀਆਂ ਨੇ ਲੋਕਾਂ ਨੂੰ ਅਪੀਲ ਕੀਤੀ ਕਿ ਨਾਜਾਇਜ਼ ਸ਼ਰਾਬ ਸਬੰਧੀ ਜਾਣਕਾਰੀ ਵਿਭਾਗ ਨਾਲ ਸਾਂਝੀ ਕਰਨ। <box>779 2061 1095 2227</box>
sub-headline: 3 ਨਵੰਬਰ ਨੂੰ ਹੋਵੇਗੀ ਪੋਲਿੰਗ ਸਟਾਫ਼ ਦੀ ਰਿਹਰਸਲ <box>54 1827 220 1868</box>
headline: ਪਿੰਡ ਰਣੀਆਂ 'ਚ ਮੋਮੀ ਗੋਤ ਜਠੇਰੇ ਦਾ ਸਾਲਾਨਾ ਜੋੜ ਮੇਲਾ ਧੂਮ ਧਾਮ ਨਾਲ ਮਨਾਇਆ <box>811 137 1471 219</box>
headline: ਜਸਵਿੰਦਰ ਪਾਲ ਹੈਪੀ ਦੀ ਪਲੇਠੀ ਬਾਲ-ਪੁਸਤਕ 'ਕਿੱਥੇ ਆਲ੍ਹਣਾ ਪਾਈਏ' ਦਾ ਲੋਕ ਅਰਪਣ ਤੇ ਗੋਸ਼ਟੀ <box>802 1481 1481 1548</box>
footer-disclaimer: 'ਪੈਗਾਮ-ਏ-ਜਗਤ' 'ਚ ਪ੍ਰਕਾਸ਼ਿਤ ਸਮੱਗਰੀ ਅਤੇ ਹੋਰ ਵਾਦ-ਵਿਵਾਦ ਸੰਬੰਧੀ ਕੇਸਾਂ ਦਾ ਨਿਪਟਾਰਾ ਸਿਰਫ਼ ਮੁਹਾਲੀ (ਚੰਡੀਗੜ੍ਹ) ਕੋਰਟ ਵਿੱਚ ਹੀ ਹੋਵੇਗਾ। ਲੇਖਕਾਂ ਦੀ ਰਾਏ ਨਾਲ ਸੰਪਾਦਕ ਦਾ ਸਹਿਮਤ ਹੋਣਾ ਜ਼ਰੂਰੀ ਨਹੀਂ। -ਸੰਪਾਦਕ, ਪੈਗਾਮ-ਏ-ਜਗਤ <box>0 2348 1540 2380</box>
story-khalsa <box>38 553 762 915</box>
